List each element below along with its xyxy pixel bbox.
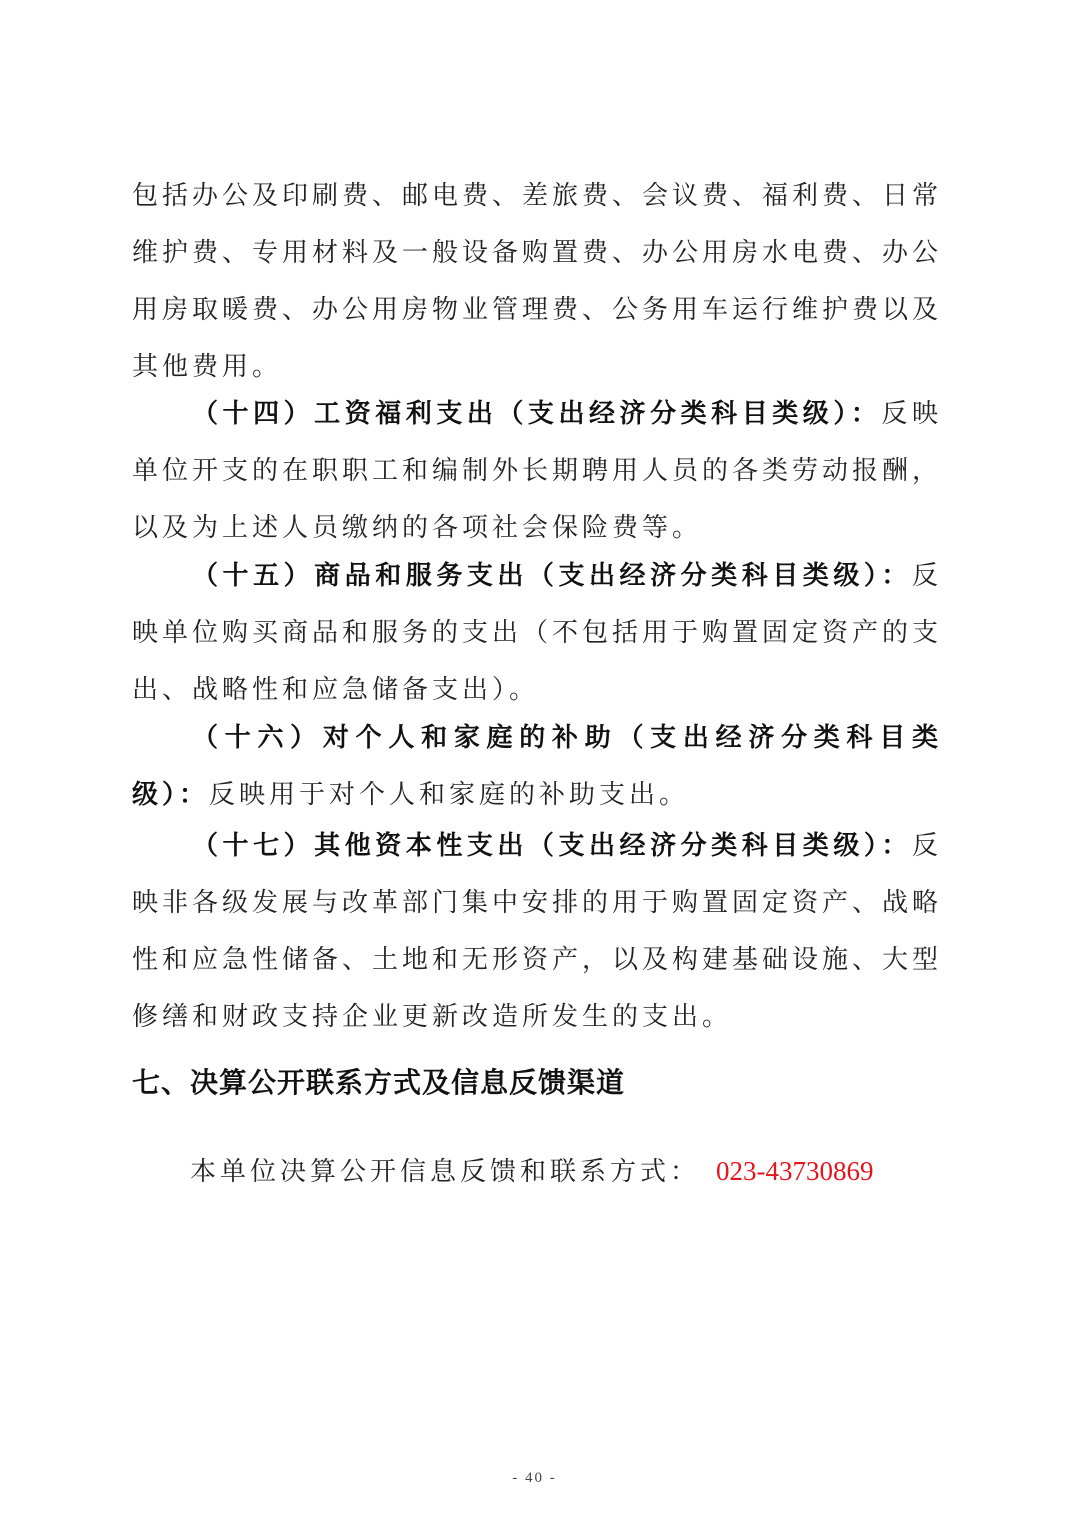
- paragraph-17: [132, 818, 942, 1046]
- paragraph-14-colon: ：: [850, 399, 882, 429]
- paragraph-15-body: 反映单位购买商品和服务的支出（不包括用于购置固定资产的支出、战略性和应急储备支出）。: [132, 561, 943, 705]
- paragraph-15: [132, 548, 942, 719]
- paragraph-14-title: （十四）工资福利支出（支出经济分类科目类级）: [192, 399, 851, 429]
- paragraph-16-body: 反映用于对个人和家庭的补助支出。: [209, 780, 690, 810]
- paragraph-17-title: （十七）其他资本性支出（支出经济分类科目类级）: [192, 831, 882, 861]
- paragraph-14-body: 反映单位开支的在职职工和编制外长期聘用人员的各类劳动报酬，以及为上述人员缴纳的各项社会保险费等。: [132, 399, 943, 543]
- paragraph-16-colon: ：: [179, 780, 210, 810]
- paragraph-intro: [132, 168, 942, 396]
- contact-label: 本单位决算公开信息反馈和联系方式：: [190, 1157, 701, 1187]
- paragraph-17-colon: ：: [881, 831, 912, 861]
- page-number: - 40 -: [512, 1470, 557, 1486]
- paragraph-17-body: 反映非各级发展与改革部门集中安排的用于购置固定资产、战略性和应急性储备、土地和无形资产，以及构建基础设施、大型修缮和财政支持企业更新改造所发生的支出。: [132, 831, 943, 1032]
- paragraph-15-title: （十五）商品和服务支出（支出经济分类科目类级）: [192, 561, 882, 591]
- contact-phone: 023-43730869: [716, 1156, 874, 1186]
- paragraph-intro-text: 包括办公及印刷费、邮电费、差旅费、会议费、福利费、日常维护费、专用材料及一般设备购置费、办公用房水电费、办公用房取暖费、办公用房物业管理费、公务用车运行维护费以及其他费用。: [132, 181, 943, 382]
- paragraph-14: [132, 386, 942, 557]
- paragraph-15-colon: ：: [881, 561, 912, 591]
- paragraph-16: [132, 710, 942, 824]
- paragraph-16-title: （十六）对个人和家庭的补助（支出经济分类科目类级）: [132, 723, 942, 810]
- section-7-heading: 七、决算公开联系方式及信息反馈渠道: [132, 1066, 626, 1099]
- contact-line: [190, 1143, 950, 1201]
